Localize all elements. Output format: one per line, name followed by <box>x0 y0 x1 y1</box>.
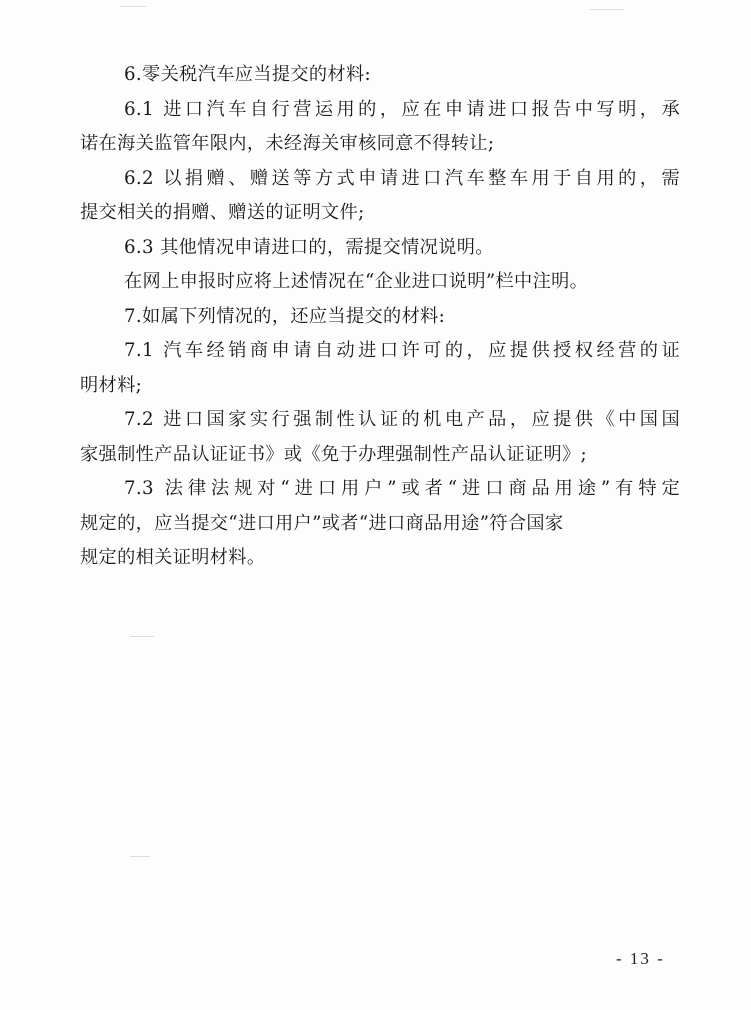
document-body <box>80 58 680 576</box>
item-6-1-line-1: 6.1 进口汽车自行营运用的，应在申请进口报告中写明，承 <box>124 98 680 120</box>
section-6-heading: 6.零关税汽车应当提交的材料: <box>124 64 371 85</box>
scan-speck <box>130 636 154 637</box>
item-7-3-line-1: 7.3 法律法规对“进口用户”或者“进口商品用途”有特定 <box>124 478 680 499</box>
item-7-2-line-1: 7.2 进口国家实行强制性认证的机电产品，应提供《中国国 <box>124 409 680 430</box>
item-7-3-line-3: 规定的相关证明材料。 <box>80 547 266 568</box>
item-7-1-line-2: 明材料; <box>80 374 143 396</box>
section-7-heading: 7.如属下列情况的，还应当提交的材料: <box>124 305 446 327</box>
item-7-3-line-2: 规定的，应当提交“进口用户”或者“进口商品用途”符合国家 <box>80 512 564 534</box>
item-6-3-line-1: 6.3 其他情况申请进口的，需提交情况说明。 <box>124 236 494 258</box>
item-6-2-line-1: 6.2 以捐赠、赠送等方式申请进口汽车整车用于自用的，需 <box>124 167 680 189</box>
declaration-note: 在网上申报时应将上述情况在“企业进口说明”栏中注明。 <box>124 271 589 292</box>
page-number: - 13 - <box>616 949 665 968</box>
item-7-1-line-1: 7.1 汽车经销商申请自动进口许可的，应提供授权经营的证 <box>124 340 680 361</box>
item-6-1-line-2: 诺在海关监管年限内，未经海关审核同意不得转让; <box>80 133 495 154</box>
item-6-2-line-2: 提交相关的捐赠、赠送的证明文件; <box>80 202 365 223</box>
scan-speck <box>590 9 624 10</box>
scan-speck <box>130 856 150 857</box>
item-7-2-line-2: 家强制性产品认证证书》或《免于办理强制性产品认证证明》; <box>80 443 587 465</box>
scan-speck <box>120 6 146 7</box>
